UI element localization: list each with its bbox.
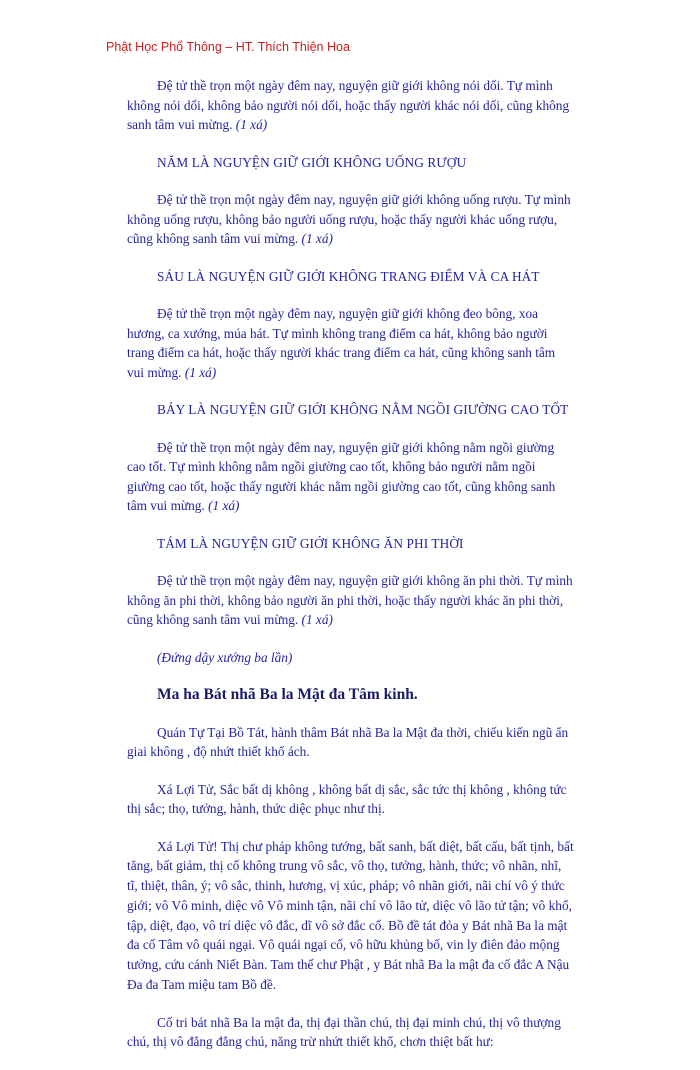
bow-note: (1 xá) [208,498,240,513]
paragraph-text: Đệ tử thề trọn một ngày đêm nay, nguyện giữ giới không nằm ngồi giường cao tốt. Tự mình không nằm ngồi giường cao tốt, không bảo người nằm ngồi giường cao tốt, hoặc thấy người khác nằm ngồi giường cao tốt, cũng không sanh tâm vui mừng. [127,439,556,513]
sutra-paragraph-2: Xá Lợi Tử, Sắc bất dị không , không bất dị sắc, sắc tức thị không , không tức thị sắc; thọ, tưởng, hành, thức diệc phục như thị. [127,781,567,816]
page-content [127,76,574,1070]
precept-four-paragraph [127,76,574,135]
paragraph-text: Đệ tử thề trọn một ngày đêm nay, nguyện giữ giới không nói dối. Tự mình không nói dối, không bảo người nói dối, hoặc thấy người khác nói dối, cũng không sanh tâm vui mừng. [127,78,570,132]
precept-six-heading: SÁU LÀ NGUYỆN GIỮ GIỚI KHÔNG TRANG ĐIỂM VÀ CA HÁT [157,268,540,284]
bow-note: (1 xá) [301,231,333,246]
precept-six-paragraph [127,304,574,382]
paragraph-text: Đệ tử thề trọn một ngày đêm nay, nguyện giữ giới không uống rượu. Tự mình không uống rượu, không bảo người uống rượu, hoặc thấy người khác uống rượu, cũng không sanh tâm vui mừng. [127,192,571,246]
precept-five-paragraph [127,190,574,249]
precept-seven-heading: BẢY LÀ NGUYỆN GIỮ GIỚI KHÔNG NẰM NGỒI GIƯỜNG CAO TỐT [157,402,569,417]
sutra-paragraph-1: Quán Tự Tại Bồ Tát, hành thâm Bát nhã Ba la Mật đa thời, chiếu kiến ngũ ẩn giai không , độ nhứt thiết khổ ách. [127,724,569,759]
precept-eight-heading: TÁM LÀ NGUYỆN GIỮ GIỚI KHÔNG ĂN PHI THỜI [157,535,464,551]
bow-note: (1 xá) [184,364,217,380]
running-header: Phật Học Phổ Thông – HT. Thích Thiện Hoa [106,40,350,54]
sutra-paragraph-3: Xá Lợi Tử! Thị chư pháp không tướng, bất sanh, bất diệt, bất cấu, bất tịnh, bất tăng, bất giảm, thị cố không trung vô sắc, vô thọ, tưởng, hành, thức; vô nhãn, nhĩ, tĩ, thiệt, thân, ý; vô sắc, thinh, hương, vị xúc, pháp; vô nhãn giới, nãi chí vô ý thức giới; vô Vô minh, diệc vô Vô minh tận, nãi chí vô lão tử, diệc vô lão tử tận; vô khổ, tập, diệt, đạo, vô trí diệc vô đắc, dĩ vô sở đắc cố. Bồ đề tát đỏa y Bát nhã Ba la mật đa cố Tâm vô quái ngại. Vô quái ngại cố, vô hữu khủng bố, vin ly điên đảo mộng tưởng, cứu cánh Niết Bàn. Tam thế chư Phật , y Bát nhã Ba la mật đa cố đắc A Nậu Đa đa Tam miệu tam Bồ đề. [127,838,574,993]
paragraph-text: Đệ tử thề trọn một ngày đêm nay, nguyện giữ giới không đeo bông, xoa hương, ca xướng, múa hát. Tự mình không trang điểm ca hát, không bảo người trang điểm ca hát, hoặc thấy người khác trang điểm ca hát, cũng không sanh tâm vui mừng. [127,306,556,380]
precept-seven-paragraph [127,438,574,516]
bow-note: (1 xá) [301,612,333,627]
instruction-rubric: (Đứng dậy xướng ba lần) [157,649,293,665]
precept-eight-paragraph [127,571,574,630]
paragraph-text: Đệ tử thề trọn một ngày đêm nay, nguyện giữ giới không ăn phi thời. Tự mình không ăn phi thời, không bảo người ăn phi thời, hoặc thấy người khác ăn phi thời, cũng không sanh tâm vui mừng. [127,573,573,627]
bow-note: (1 xá) [235,117,268,132]
sutra-paragraph-4: Cố tri bát nhã Ba la mật đa, thị đại thần chú, thị đại minh chú, thị vô thượng chú, thị vô đẳng đẳng chú, năng trừ nhứt thiết khổ, chơn thiệt bất hư: [127,1014,561,1050]
sutra-title: Ma ha Bát nhã Ba la Mật đa Tâm kinh. [157,686,418,703]
precept-five-heading: NĂM LÀ NGUYỆN GIỮ GIỚI KHÔNG UỐNG RƯỢU [157,154,467,170]
